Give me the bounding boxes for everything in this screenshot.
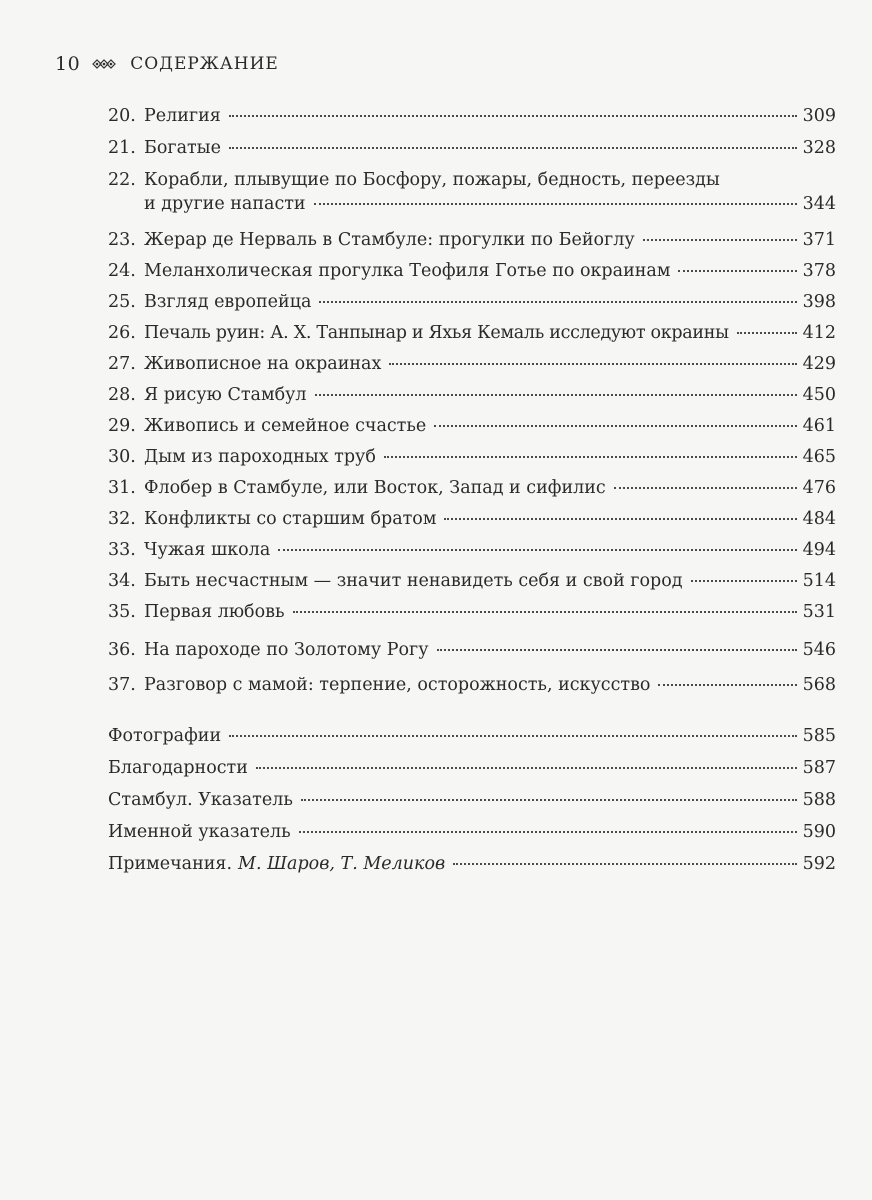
page-ref: 476 [802, 478, 836, 498]
dot-leader [658, 684, 796, 686]
dot-leader [691, 580, 797, 582]
chapter-number: 32. [108, 509, 136, 529]
toc-entry [108, 136, 836, 160]
page-ref: 568 [802, 675, 836, 695]
dot-leader [229, 115, 797, 117]
page-ref: 546 [802, 640, 836, 660]
page-ref: 309 [802, 106, 836, 126]
chapter-title: Я рисую Стамбул [144, 385, 307, 405]
page-ref: 344 [802, 194, 836, 214]
chapter-number: 23. [108, 230, 136, 250]
chapter-number: 22. [108, 170, 136, 190]
page-ref: 531 [802, 602, 836, 622]
toc-entry [108, 445, 836, 469]
chapter-number: 21. [108, 138, 136, 158]
appendix-title: Примечания. [108, 854, 233, 874]
appendix-title: Фотографии [108, 726, 222, 746]
page-ref: 585 [802, 726, 836, 746]
toc-entry-appendix [108, 724, 836, 748]
page-ref: 461 [802, 416, 836, 436]
page-ref: 328 [802, 138, 836, 158]
chapter-title: Первая любовь [144, 602, 285, 622]
chapter-number: 29. [108, 416, 136, 436]
appendix-title: Благодарности [108, 758, 248, 778]
dot-leader [444, 518, 796, 520]
toc-entry [108, 673, 836, 697]
dot-leader [301, 799, 797, 801]
chapter-number: 30. [108, 447, 136, 467]
chapter-number: 31. [108, 478, 136, 498]
dot-leader [437, 649, 797, 651]
diamond-ornament-icon [90, 57, 118, 71]
page-ref: 378 [802, 261, 836, 281]
chapter-title: Живопись и семейное счастье [144, 416, 427, 436]
toc-entry [144, 192, 836, 216]
toc-entry [108, 538, 836, 562]
dot-leader [678, 270, 796, 272]
toc-entry-appendix [108, 852, 836, 876]
dot-leader [229, 147, 797, 149]
dot-leader [434, 425, 796, 427]
chapter-title: Печаль руин: А. Х. Танпынар и Яхья Кемаль исследуют окраины [144, 323, 729, 343]
chapter-number: 33. [108, 540, 136, 560]
toc-entry [108, 290, 836, 314]
page-ref: 450 [802, 385, 836, 405]
chapter-number: 34. [108, 571, 136, 591]
dot-leader [737, 332, 797, 334]
dot-leader [299, 831, 797, 833]
page-ref: 465 [802, 447, 836, 467]
running-header [55, 52, 279, 76]
dot-leader [643, 239, 797, 241]
dot-leader [315, 394, 797, 396]
dot-leader [319, 301, 796, 303]
chapter-number: 25. [108, 292, 136, 312]
toc-entry [108, 383, 836, 407]
dot-leader [229, 735, 796, 737]
chapter-title: На пароходе по Золотому Рогу [144, 640, 429, 660]
chapter-number: 26. [108, 323, 136, 343]
chapter-title: Живописное на окраинах [144, 354, 382, 374]
chapter-number: 20. [108, 106, 136, 126]
toc-entry [108, 321, 836, 345]
page-ref: 588 [802, 790, 836, 810]
appendix-title: Именной указатель [108, 822, 291, 842]
toc-entry [108, 352, 836, 376]
toc-entry [108, 104, 836, 128]
dot-leader [293, 611, 797, 613]
toc-entry [108, 569, 836, 593]
dot-leader [453, 863, 796, 865]
appendix-title: Стамбул. Указатель [108, 790, 293, 810]
page-ref: 590 [802, 822, 836, 842]
dot-leader [256, 767, 797, 769]
toc-entry-appendix [108, 756, 836, 780]
page-ref: 371 [802, 230, 836, 250]
chapter-number: 36. [108, 640, 136, 660]
chapter-title: Дым из пароходных труб [144, 447, 376, 467]
chapter-title: Разговор с мамой: терпение, осторожность, искусство [144, 675, 651, 695]
toc-entry [108, 476, 836, 500]
chapter-title: и другие напасти [144, 194, 306, 214]
page-ref: 429 [802, 354, 836, 374]
dot-leader [384, 456, 797, 458]
chapter-title: Жерар де Нерваль в Стамбуле: прогулки по Бейоглу [144, 230, 635, 250]
page-ref: 514 [802, 571, 836, 591]
page-ref: 592 [802, 854, 836, 874]
toc-entry [108, 228, 836, 252]
toc-entry-first-line [108, 168, 720, 192]
toc-entry [108, 259, 836, 283]
chapter-title: Конфликты со старшим братом [144, 509, 437, 529]
toc-entry [108, 507, 836, 531]
chapter-title: Чужая школа [144, 540, 271, 560]
page-ref: 494 [802, 540, 836, 560]
chapter-number: 35. [108, 602, 136, 622]
dot-leader [278, 549, 796, 551]
chapter-number: 37. [108, 675, 136, 695]
appendix-authors: М. Шаров, Т. Меликов [238, 854, 446, 874]
dot-leader [614, 487, 797, 489]
page-ref: 484 [802, 509, 836, 529]
toc-entry [108, 414, 836, 438]
chapter-title: Богатые [144, 138, 221, 158]
toc-entry-appendix [108, 820, 836, 844]
toc-entry-appendix [108, 788, 836, 812]
chapter-number: 27. [108, 354, 136, 374]
dot-leader [389, 363, 796, 365]
toc-entry [108, 600, 836, 624]
chapter-title-line1: Корабли, плывущие по Босфору, пожары, бедность, переезды [144, 170, 720, 190]
page-ref: 398 [802, 292, 836, 312]
page-ref: 412 [802, 323, 836, 343]
chapter-title: Флобер в Стамбуле, или Восток, Запад и сифилис [144, 478, 606, 498]
toc-entry [108, 638, 836, 662]
chapter-title: Взгляд европейца [144, 292, 312, 312]
page-number: 10 [55, 53, 81, 75]
chapter-title: Религия [144, 106, 221, 126]
page-ref: 587 [802, 758, 836, 778]
chapter-title: Быть несчастным — значит ненавидеть себя и свой город [144, 571, 683, 591]
dot-leader [314, 203, 797, 205]
page-title: СОДЕРЖАНИЕ [130, 54, 279, 74]
chapter-title: Меланхолическая прогулка Теофиля Готье по окраинам [144, 261, 671, 281]
chapter-number: 28. [108, 385, 136, 405]
chapter-number: 24. [108, 261, 136, 281]
